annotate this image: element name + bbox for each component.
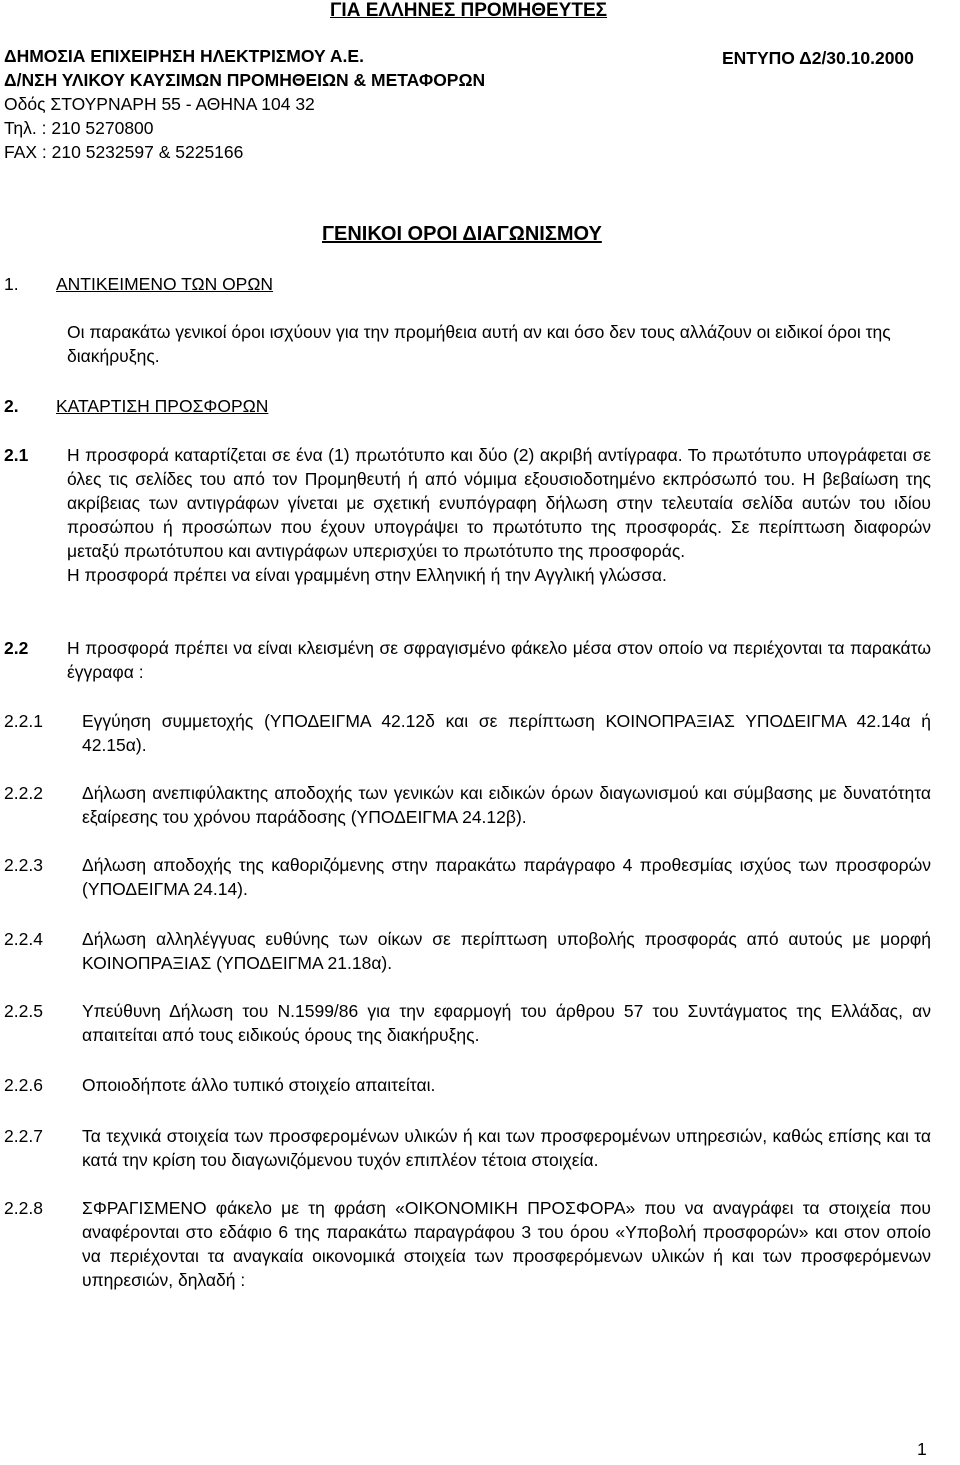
subitem-number: 2.2.7 [4,1126,43,1146]
sender-block [4,44,485,164]
company-name: ΔΗΜΟΣΙΑ ΕΠΙΧΕΙΡΗΣΗ ΗΛΕΚΤΡΙΣΜΟΥ Α.Ε. [4,46,364,66]
department-name: Δ/ΝΣΗ ΥΛΙΚΟΥ ΚΑΥΣΙΜΩΝ ΠΡΟΜΗΘΕΙΩΝ & ΜΕΤΑΦΟΡΩΝ [4,70,486,90]
subitem-2-2-7 [4,1124,931,1172]
subitem-2-2-6 [4,1073,931,1097]
subitem-text: Υπεύθυνη Δήλωση του Ν.1599/86 για την εφαρμογή του άρθρου 57 του Συντάγματος της Ελλάδας, αν απαιτείται από τους ειδικούς όρους της διακήρυξης. [82,1001,931,1045]
subitem-2-2-4 [4,927,931,975]
subitem-2-2-1 [4,709,931,757]
item-number: 2.1 [4,445,29,465]
subitem-text: Τα τεχνικά στοιχεία των προσφερομένων υλικών ή και των προσφερομένων υπηρεσιών, καθώς επίσης και τα κατά την κρίση του διαγωνιζόμενου τυχόν επιπλέον τέτοια στοιχεία. [82,1126,931,1170]
section-title: ΚΑΤΑΡΤΙΣΗ ΠΡΟΣΦΟΡΩΝ [56,396,269,416]
item-number: 2.2 [4,638,29,658]
page-title: ΓΕΝΙΚΟΙ ΟΡΟΙ ΔΙΑΓΩΝΙΣΜΟΥ [322,223,602,245]
fax: FAX : 210 5232597 & 5225166 [4,142,244,162]
item-2-2 [4,636,931,684]
subitem-number: 2.2.2 [4,783,43,803]
subitem-text: Δήλωση ανεπιφύλακτης αποδοχής των γενικών και ειδικών όρων διαγωνισμού και σύμβασης με δυνατότητα εξαίρεσης του χρόνου παράδοσης (ΥΠΟΔΕΙΓΜΑ 24.12β). [82,783,931,827]
section-number: 1. [4,274,19,294]
item-text: Η προσφορά καταρτίζεται σε ένα (1) πρωτότυπο και δύο (2) ακριβή αντίγραφα. Το πρωτότυπο υπογράφεται σε όλες τις σελίδες του από τον Προμηθευτή ή από νόμιμα εξουσιοδοτημένο εκπρόσωπό του. Η βεβαίωση της ακρίβειας των αντιγράφων γίνεται με σχετική ενυπόγραφη δήλωση στην τελευταία σελίδα αυτών του ιδίου προσώπου ή προσώπων που έχουν υπογράψει το πρωτότυπο της προσφοράς. Σε περίπτωση διαφορών μεταξύ πρωτότυπου και αντιγράφων υπερισχύει το πρωτότυπο της προσφοράς. [67,445,931,561]
page-number: 1 [917,1439,927,1459]
section-number: 2. [4,396,19,416]
item-text-language: Η προσφορά πρέπει να είναι γραμμένη στην Ελληνική ή την Αγγλική γλώσσα. [67,565,667,585]
subitem-text: Δήλωση αποδοχής της καθοριζόμενης στην παρακάτω παράγραφο 4 προθεσμίας ισχύος των προσφορών (ΥΠΟΔΕΙΓΜΑ 24.14). [82,855,931,899]
subitem-text: Δήλωση αλληλέγγυας ευθύνης των οίκων σε περίπτωση υποβολής προσφοράς από αυτούς με μορφή ΚΟΙΝΟΠΡΑΞΙΑΣ (ΥΠΟΔΕΙΓΜΑ 21.18α). [82,929,931,973]
subitem-2-2-3 [4,853,931,901]
subitem-text: ΣΦΡΑΓΙΣΜΕΝΟ φάκελο με τη φράση «ΟΙΚΟΝΟΜΙΚΗ ΠΡΟΣΦΟΡΑ» που να αναγράφει τα στοιχεία που αναφέρονται στο εδάφιο 6 της παρακάτω παραγράφου 3 του όρου «Υποβολή προσφορών» και στον οποίο να περιέχονται τα αναγκαία οικονομικά στοιχεία των προσφερόμενων υλικών ή και των προσφερόμενων υπηρεσιών, δηλαδή : [82,1198,931,1290]
subitem-text: Εγγύηση συμμετοχής (ΥΠΟΔΕΙΓΜΑ 42.12δ και σε περίπτωση ΚΟΙΝΟΠΡΑΞΙΑΣ ΥΠΟΔΕΙΓΜΑ 42.14α ή 42.15α). [82,711,931,755]
section-1-text: Οι παρακάτω γενικοί όροι ισχύουν για την προμήθεια αυτή αν και όσο δεν τους αλλάζουν οι ειδικοί όροι της διακήρυξης. [67,322,891,366]
section-1-heading [4,272,273,296]
address: Οδός ΣΤΟΥΡΝΑΡΗ 55 - ΑΘΗΝΑ 104 32 [4,94,315,114]
subitem-number: 2.2.3 [4,855,43,875]
subitem-number: 2.2.4 [4,929,43,949]
subitem-2-2-5 [4,999,931,1047]
form-code: ΕΝΤΥΠΟ Δ2/30.10.2000 [722,48,914,68]
section-title: ΑΝΤΙΚΕΙΜΕΝΟ ΤΩΝ ΟΡΩΝ [56,274,274,294]
subitem-number: 2.2.8 [4,1198,43,1218]
section-2-heading [4,394,268,418]
subitem-number: 2.2.1 [4,711,43,731]
subitem-2-2-8 [4,1196,931,1292]
phone: Τηλ. : 210 5270800 [4,118,154,138]
subitem-2-2-2 [4,781,931,829]
subitem-text: Οποιοδήποτε άλλο τυπικό στοιχείο απαιτείται. [82,1075,436,1095]
subitem-number: 2.2.6 [4,1075,43,1095]
item-text: Η προσφορά πρέπει να είναι κλεισμένη σε σφραγισμένο φάκελο μέσα στον οποίο να περιέχονται τα παρακάτω έγγραφα : [67,638,931,682]
item-2-1 [4,443,931,587]
subitem-number: 2.2.5 [4,1001,43,1021]
top-heading: ΓΙΑ ΕΛΛΗΝΕΣ ΠΡΟΜΗΘΕΥΤΕΣ [330,0,608,21]
